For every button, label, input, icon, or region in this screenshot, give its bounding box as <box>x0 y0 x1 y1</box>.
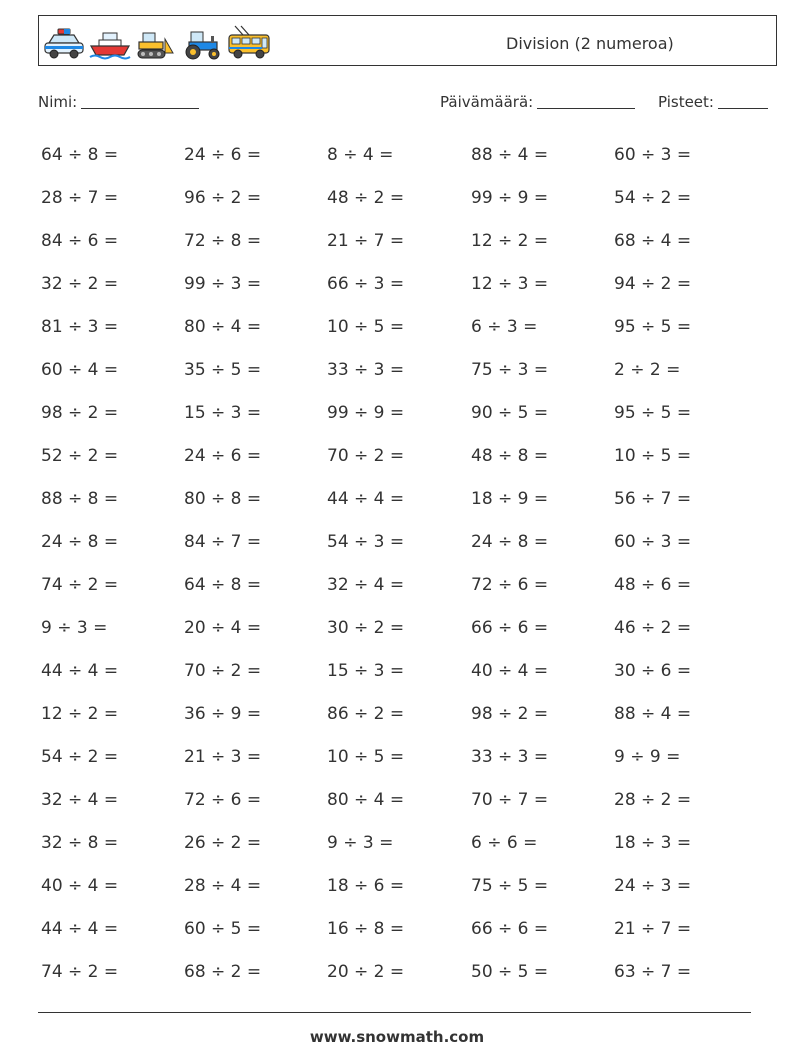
division-problem: 80 ÷ 4 = <box>184 317 262 337</box>
division-problem: 9 ÷ 3 = <box>327 833 394 853</box>
footer-url: www.snowmath.com <box>309 1028 485 1046</box>
division-problem: 10 ÷ 5 = <box>614 446 692 466</box>
division-problem: 60 ÷ 3 = <box>614 532 692 552</box>
division-problem: 24 ÷ 6 = <box>184 446 262 466</box>
boat-icon <box>89 27 131 61</box>
vehicle-icons <box>43 23 271 61</box>
division-problem: 54 ÷ 2 = <box>614 188 692 208</box>
name-blank <box>81 108 199 109</box>
division-problem: 66 ÷ 6 = <box>471 919 549 939</box>
problem-row <box>41 135 761 178</box>
division-problem: 60 ÷ 4 = <box>41 360 119 380</box>
division-problem: 6 ÷ 3 = <box>471 317 538 337</box>
division-problem: 20 ÷ 2 = <box>327 962 405 982</box>
trolleybus-icon <box>227 25 271 61</box>
division-problem: 80 ÷ 8 = <box>184 489 262 509</box>
division-problem: 74 ÷ 2 = <box>41 962 119 982</box>
division-problem: 32 ÷ 8 = <box>41 833 119 853</box>
division-problem: 24 ÷ 8 = <box>41 532 119 552</box>
division-problem: 32 ÷ 2 = <box>41 274 119 294</box>
police-car-icon <box>43 27 85 61</box>
score-label: Pisteet: <box>658 93 714 111</box>
problem-row <box>41 565 761 608</box>
division-problem: 72 ÷ 8 = <box>184 231 262 251</box>
date-blank <box>537 108 635 109</box>
problem-row <box>41 307 761 350</box>
division-problem: 18 ÷ 3 = <box>614 833 692 853</box>
division-problem: 48 ÷ 8 = <box>471 446 549 466</box>
division-problem: 18 ÷ 6 = <box>327 876 405 896</box>
division-problem: 8 ÷ 4 = <box>327 145 394 165</box>
division-problem: 35 ÷ 5 = <box>184 360 262 380</box>
division-problem: 66 ÷ 3 = <box>327 274 405 294</box>
division-problem: 30 ÷ 2 = <box>327 618 405 638</box>
bulldozer-icon <box>135 27 177 61</box>
division-problem: 81 ÷ 3 = <box>41 317 119 337</box>
division-problem: 20 ÷ 4 = <box>184 618 262 638</box>
division-problem: 48 ÷ 2 = <box>327 188 405 208</box>
division-problem: 99 ÷ 3 = <box>184 274 262 294</box>
division-problem: 24 ÷ 3 = <box>614 876 692 896</box>
division-problem: 84 ÷ 6 = <box>41 231 119 251</box>
division-problem: 24 ÷ 8 = <box>471 532 549 552</box>
division-problem: 70 ÷ 2 = <box>327 446 405 466</box>
division-problem: 52 ÷ 2 = <box>41 446 119 466</box>
division-problem: 75 ÷ 5 = <box>471 876 549 896</box>
problem-row <box>41 436 761 479</box>
division-problem: 10 ÷ 5 = <box>327 317 405 337</box>
division-problem: 68 ÷ 2 = <box>184 962 262 982</box>
problem-row <box>41 264 761 307</box>
division-problem: 54 ÷ 2 = <box>41 747 119 767</box>
division-problem: 98 ÷ 2 = <box>41 403 119 423</box>
problem-row <box>41 694 761 737</box>
problem-row <box>41 393 761 436</box>
division-problem: 15 ÷ 3 = <box>184 403 262 423</box>
division-problem: 75 ÷ 3 = <box>471 360 549 380</box>
division-problem: 88 ÷ 4 = <box>471 145 549 165</box>
division-problem: 96 ÷ 2 = <box>184 188 262 208</box>
division-problem: 63 ÷ 7 = <box>614 962 692 982</box>
division-problem: 60 ÷ 3 = <box>614 145 692 165</box>
division-problem: 74 ÷ 2 = <box>41 575 119 595</box>
division-problem: 16 ÷ 8 = <box>327 919 405 939</box>
division-problem: 21 ÷ 7 = <box>614 919 692 939</box>
date-label: Päivämäärä: <box>440 93 534 111</box>
problem-row <box>41 952 761 995</box>
division-problem: 56 ÷ 7 = <box>614 489 692 509</box>
problem-row <box>41 479 761 522</box>
division-problem: 50 ÷ 5 = <box>471 962 549 982</box>
division-problem: 33 ÷ 3 = <box>327 360 405 380</box>
division-problem: 64 ÷ 8 = <box>41 145 119 165</box>
date-field <box>440 93 635 111</box>
division-problem: 30 ÷ 6 = <box>614 661 692 681</box>
division-problem: 72 ÷ 6 = <box>471 575 549 595</box>
division-problem: 28 ÷ 7 = <box>41 188 119 208</box>
division-problem: 26 ÷ 2 = <box>184 833 262 853</box>
division-problem: 15 ÷ 3 = <box>327 661 405 681</box>
tractor-icon <box>181 27 223 61</box>
division-problem: 70 ÷ 2 = <box>184 661 262 681</box>
division-problem: 33 ÷ 3 = <box>471 747 549 767</box>
division-problem: 32 ÷ 4 = <box>327 575 405 595</box>
division-problem: 44 ÷ 4 = <box>41 919 119 939</box>
problem-row <box>41 522 761 565</box>
footer-divider <box>38 1012 751 1013</box>
division-problem: 70 ÷ 7 = <box>471 790 549 810</box>
division-problem: 46 ÷ 2 = <box>614 618 692 638</box>
worksheet-title: Division (2 numeroa) <box>506 34 674 53</box>
problem-row <box>41 823 761 866</box>
division-problem: 84 ÷ 7 = <box>184 532 262 552</box>
division-problem: 72 ÷ 6 = <box>184 790 262 810</box>
division-problem: 9 ÷ 3 = <box>41 618 108 638</box>
division-problem: 48 ÷ 6 = <box>614 575 692 595</box>
problem-row <box>41 651 761 694</box>
problem-row <box>41 909 761 952</box>
division-problem: 80 ÷ 4 = <box>327 790 405 810</box>
division-problem: 66 ÷ 6 = <box>471 618 549 638</box>
score-blank <box>718 108 768 109</box>
division-problem: 40 ÷ 4 = <box>471 661 549 681</box>
division-problem: 44 ÷ 4 = <box>327 489 405 509</box>
division-problem: 18 ÷ 9 = <box>471 489 549 509</box>
division-problem: 28 ÷ 2 = <box>614 790 692 810</box>
division-problem: 40 ÷ 4 = <box>41 876 119 896</box>
division-problem: 60 ÷ 5 = <box>184 919 262 939</box>
division-problem: 12 ÷ 3 = <box>471 274 549 294</box>
division-problem: 94 ÷ 2 = <box>614 274 692 294</box>
division-problem: 68 ÷ 4 = <box>614 231 692 251</box>
name-label: Nimi: <box>38 93 78 111</box>
division-problem: 64 ÷ 8 = <box>184 575 262 595</box>
division-problem: 24 ÷ 6 = <box>184 145 262 165</box>
division-problem: 2 ÷ 2 = <box>614 360 681 380</box>
score-field <box>658 93 768 111</box>
division-problem: 21 ÷ 7 = <box>327 231 405 251</box>
division-problem: 98 ÷ 2 = <box>471 704 549 724</box>
division-problem: 95 ÷ 5 = <box>614 403 692 423</box>
problem-row <box>41 866 761 909</box>
problem-row <box>41 780 761 823</box>
problem-row <box>41 221 761 264</box>
division-problem: 86 ÷ 2 = <box>327 704 405 724</box>
division-problem: 88 ÷ 4 = <box>614 704 692 724</box>
division-problem: 6 ÷ 6 = <box>471 833 538 853</box>
division-problem: 90 ÷ 5 = <box>471 403 549 423</box>
division-problem: 54 ÷ 3 = <box>327 532 405 552</box>
worksheet-header <box>38 15 777 66</box>
division-problem: 12 ÷ 2 = <box>471 231 549 251</box>
division-problem: 99 ÷ 9 = <box>327 403 405 423</box>
problem-row <box>41 608 761 651</box>
division-problem: 12 ÷ 2 = <box>41 704 119 724</box>
division-problem: 10 ÷ 5 = <box>327 747 405 767</box>
division-problem: 28 ÷ 4 = <box>184 876 262 896</box>
division-problem: 21 ÷ 3 = <box>184 747 262 767</box>
problem-row <box>41 178 761 221</box>
problem-row <box>41 737 761 780</box>
division-problem: 88 ÷ 8 = <box>41 489 119 509</box>
division-problem: 44 ÷ 4 = <box>41 661 119 681</box>
division-problem: 36 ÷ 9 = <box>184 704 262 724</box>
division-problem: 95 ÷ 5 = <box>614 317 692 337</box>
division-problem: 9 ÷ 9 = <box>614 747 681 767</box>
division-problem: 99 ÷ 9 = <box>471 188 549 208</box>
division-problem: 32 ÷ 4 = <box>41 790 119 810</box>
name-field <box>38 93 199 111</box>
problem-row <box>41 350 761 393</box>
